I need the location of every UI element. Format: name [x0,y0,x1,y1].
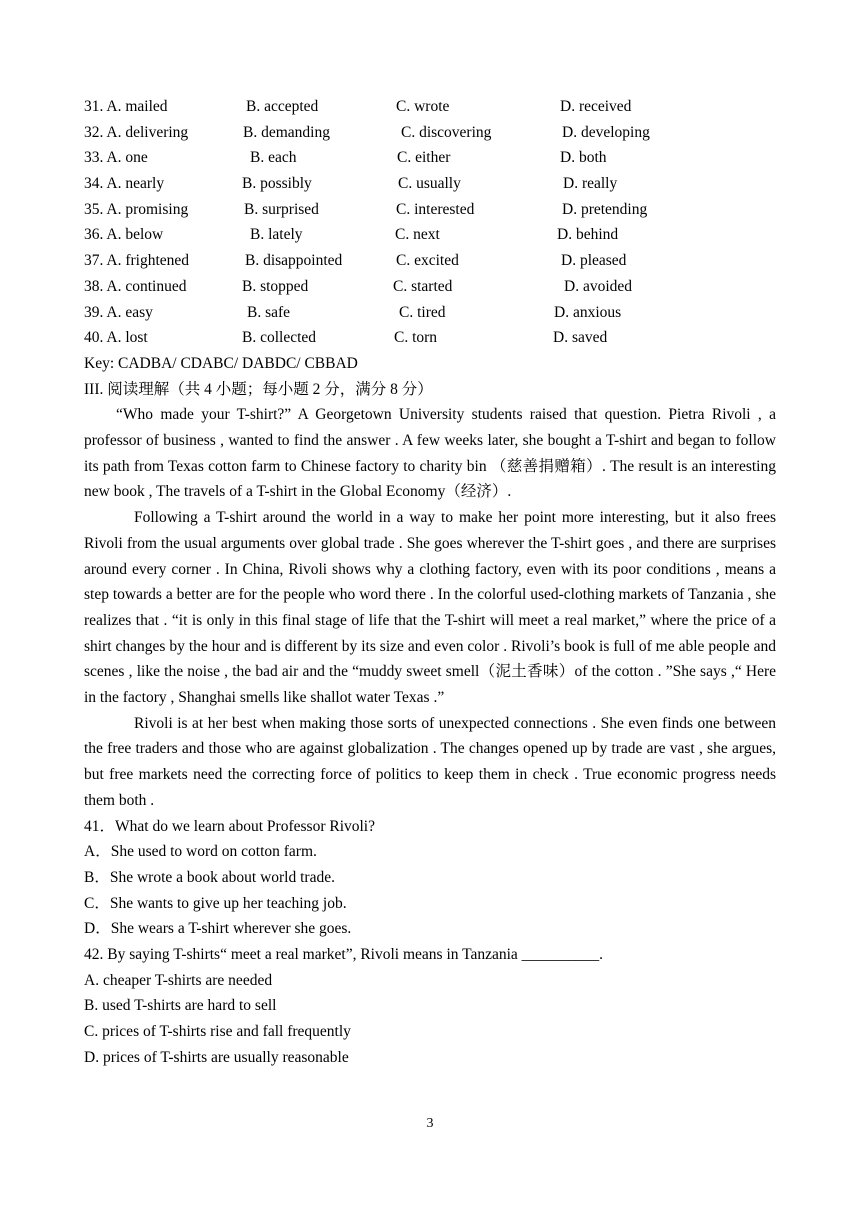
choice-b: B. used T-shirts are hard to sell [84,997,277,1015]
choice-a: A．She used to word on cotton farm. [84,843,317,861]
question-42 [84,942,776,1071]
option-row-37 [84,248,776,274]
option-d: D. received [560,98,632,115]
option-b: B. stopped [242,277,309,295]
option-a: 36. A. below [84,226,164,244]
option-row-34 [84,171,776,197]
option-c: C. next [395,226,440,244]
question-stem: 42. By saying T-shirts“ meet a real market”, Rivoli means in Tanzania __________. [84,946,604,964]
option-b: B. disappointed [245,252,343,270]
option-a: 40. A. lost [84,329,148,347]
option-d: D. anxious [554,303,622,321]
option-c: C. torn [394,329,438,347]
option-a: 39. A. easy [84,303,153,321]
option-b: B. safe [247,303,291,321]
option-d: D. saved [553,329,608,347]
option-d: D. pleased [561,252,627,270]
option-c: C. started [393,277,453,295]
question-stem: 41．What do we learn about Professor Rivoli? [84,817,375,835]
option-d: D. developing [562,123,650,141]
option-row-32 [84,120,776,146]
option-b: B. lately [250,226,303,244]
option-row-36 [84,222,776,248]
page-number: 3 [426,1116,434,1131]
option-d: D. really [563,175,618,193]
option-d: D. behind [557,226,619,244]
options-block [84,94,776,351]
option-row-40 [84,325,776,351]
passage-paragraph-2: Following a T-shirt around the world in a way to make her point more interesting, but it also frees Rivoli from the usual arguments over global trade . She goes wherever the T-shirt goes , and there are surprises around every corner . In China, Rivoli shows why a clothing factory, even with its poor conditions , means a step towards a better are for the people who word there . In the colorful used-clothing markets of Tanzania , she realizes that . “it is only in this final stage of life that the T-shirt will meet a real market,” where the price of a shirt changes by the hour and is different by its size and even color . Rivoli’s book is full of me able people and scenes , like the noise , the bad air and the “muddy sweet smell（泥土香味）of the cotton . ”She says ,“ Here in the factory , Shanghai smells like shallot water Texas .” [84,509,776,707]
option-row-38 [84,274,776,300]
option-b: B. demanding [243,123,330,141]
option-c: C. excited [396,252,459,270]
option-d: D. avoided [564,277,633,295]
option-row-39 [84,300,776,326]
option-a: 38. A. continued [84,277,187,295]
option-a: 35. A. promising [84,200,189,218]
choice-c: C．She wants to give up her teaching job. [84,894,347,912]
option-a: 31. A. mailed [84,98,168,115]
option-row-33 [84,145,776,171]
option-row-35 [84,197,776,223]
choice-d: D．She wears a T-shirt wherever she goes. [84,920,352,938]
option-b: B. surprised [244,200,319,218]
option-row-31 [84,94,776,120]
option-c: C. interested [396,200,475,218]
choice-b: B．She wrote a book about world trade. [84,868,335,886]
passage-paragraph-1: “Who made your T-shirt?” A Georgetown University students raised that question. Pietra Rivoli , a professor of business , wanted to find the answer . A few weeks later, she bought a T-shirt and began to follow its path from Texas cotton farm to Chinese factory to charity bin （慈善捐赠箱）. The result is an interesting new book , The travels of a T-shirt in the Global Economy（经济）. [84,406,776,501]
option-a: 32. A. delivering [84,123,189,141]
passage-paragraph-3: Rivoli is at her best when making those sorts of unexpected connections . She even finds one between the free traders and those who are against globalization . The changes opened up by trade are vast , she argues, but free markets need the correcting force of politics to keep them in check . True economic progress needs them both . [84,714,776,809]
option-a: 34. A. nearly [84,175,165,193]
option-c: C. usually [398,175,461,193]
option-a: 37. A. frightened [84,252,190,270]
answer-key: Key: CADBA/ CDABC/ DABDC/ CBBAD [84,354,358,372]
question-41 [84,814,776,943]
option-d: D. pretending [562,200,648,218]
option-b: B. collected [242,329,317,347]
section-title: III. 阅读理解（共 4 小题；每小题 2 分，满分 8 分） [84,380,433,398]
option-b: B. accepted [246,98,319,115]
option-a: 33. A. one [84,149,148,167]
choice-c: C. prices of T-shirts rise and fall frequently [84,1023,351,1041]
option-d: D. both [560,149,607,167]
option-b: B. each [250,149,297,167]
option-c: C. tired [399,303,446,321]
choice-a: A. cheaper T-shirts are needed [84,971,273,989]
option-c: C. discovering [401,123,492,141]
choice-d: D. prices of T-shirts are usually reasonable [84,1048,349,1066]
option-b: B. possibly [242,175,312,193]
document-page [84,94,776,1071]
option-c: C. either [397,149,451,167]
option-c: C. wrote [396,98,450,115]
